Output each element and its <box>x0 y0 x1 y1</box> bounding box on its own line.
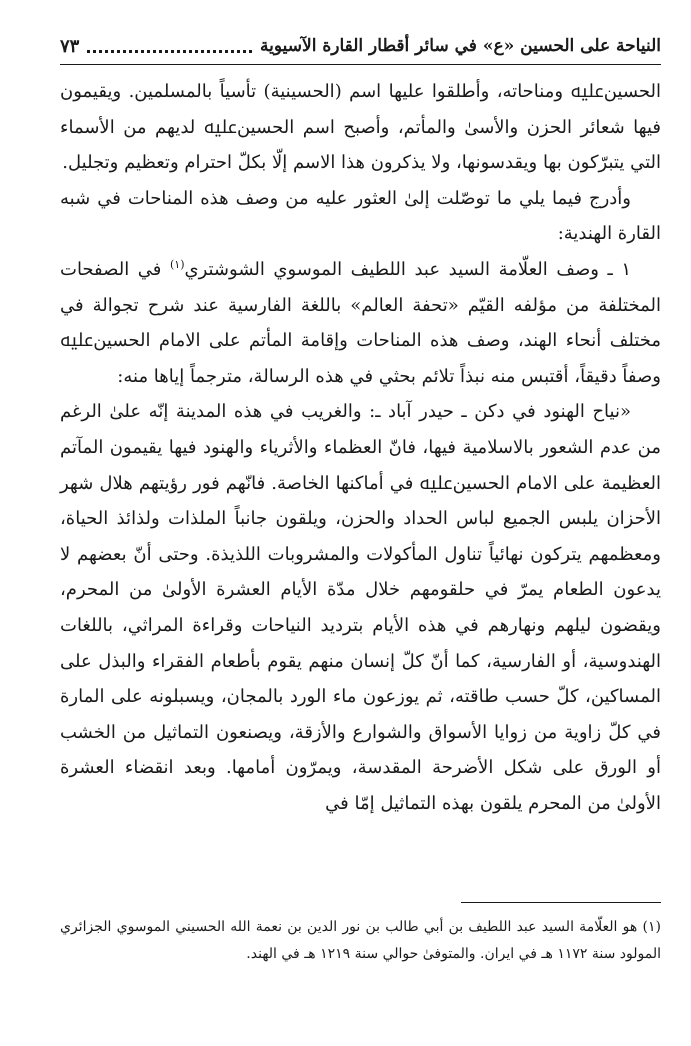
paragraph-1: الحسينﷷ ومناحاته، وأطلقوا عليها اسم (الحسينية) تأسياً بالمسلمين. ويقيمون فيها شعائر الحزن والأسىٰ والمأتم، وأصبح اسم الحسينﷷ لديهم من الأسماء التي يتبرّكون بها ويقدسونها، ولا يذكرون هذا الاسم إلّا بكلّ احترام وتعظيم وتجليل. <box>60 81 661 174</box>
paragraph-3 <box>60 252 661 394</box>
footnote: (١) هو العلّامة السيد عبد اللطيف بن أبي طالب بن نور الدين بن نعمة الله الحسيني الموسوي الجزائري المولود سنة ١١٧٢ هـ في ايران. والمتوفىٰ حوالي سنة ١٢١٩ هـ في الهند. <box>60 919 661 962</box>
leader-dots <box>87 48 252 53</box>
footnote-reference[interactable]: (١) <box>169 257 185 271</box>
paragraph-3-text-end: في الصفحات المختلفة من مؤلفه القيّم «تحفة العالم» باللغة الفارسية عند شرح تجوالة في مختلف أنحاء الهند، وصف هذه المناحات وإقامة المأتم على الامام الحسينﷷ وصفاً دقيقاً، أقتبس منه نبذاً تلائم بحثي في هذه الرسالة، مترجماً إياها منه: <box>60 258 661 387</box>
running-title: النياحة على الحسين «ع» في سائر أقطار القارة الآسيوية <box>260 36 661 56</box>
paragraph-3-text-start: ١ ـ وصف العلّامة السيد عبد اللطيف الموسوي الشوشتري <box>184 258 631 280</box>
header-rule <box>60 64 661 65</box>
footnote-rule <box>461 902 661 903</box>
running-header <box>60 30 661 62</box>
paragraph-4-quotation: «نياح الهنود في دكن ـ حيدر آباد ـ: والغريب في هذه المدينة إنّه علىٰ الرغم من عدم الشعور بالاسلامية فيها، فانّ العظماء والأثرياء والهنود فيها يقيمون المآتم العظيمة على الامام الحسينﷷ في أماكنها الخاصة. فانّهم فور رؤيتهم هلال شهر الأحزان يلبس الجميع لباس الحداد والحزن، ويلقون جانباً الملذات ولذائذ الحياة، ومعظمهم يتركون نهائياً تناول المأكولات والمشروبات اللذيذة. وحتى أنّ بعضهم لا يدعون الطعام يمرّ في حلقومهم خلال مدّة الأيام العشرة الأولىٰ من المحرم، ويقضون ليلهم ونهارهم في هذه الأيام بترديد النياحات وقراءة المراثي، باللغات الهندوسية، أو الفارسية، كما أنّ كلّ إنسان منهم يقوم بأطعام الفقراء والبذل على المساكين، كلّ حسب طاقته، ثم يوزعون ماء الورد بالمجان، ويسبلونه على المارة في كلّ زاوية من زوايا الأسواق والشوارع والأزقة، ويصنعون التماثيل من الخشب أو الورق على شكل الأضرحة المقدسة، ويمرّون أمامها. وبعد انقضاء العشرة الأولىٰ من المحرم يلقون بهذه التماثيل إمّا في <box>60 401 661 814</box>
body-text <box>60 74 661 821</box>
paragraph-2: وأدرج فيما يلي ما توصّلت إلىٰ العثور عليه من وصف هذه المناحات في شبه القارة الهندية: <box>60 187 661 245</box>
page-number: ٧٣ <box>60 35 80 57</box>
